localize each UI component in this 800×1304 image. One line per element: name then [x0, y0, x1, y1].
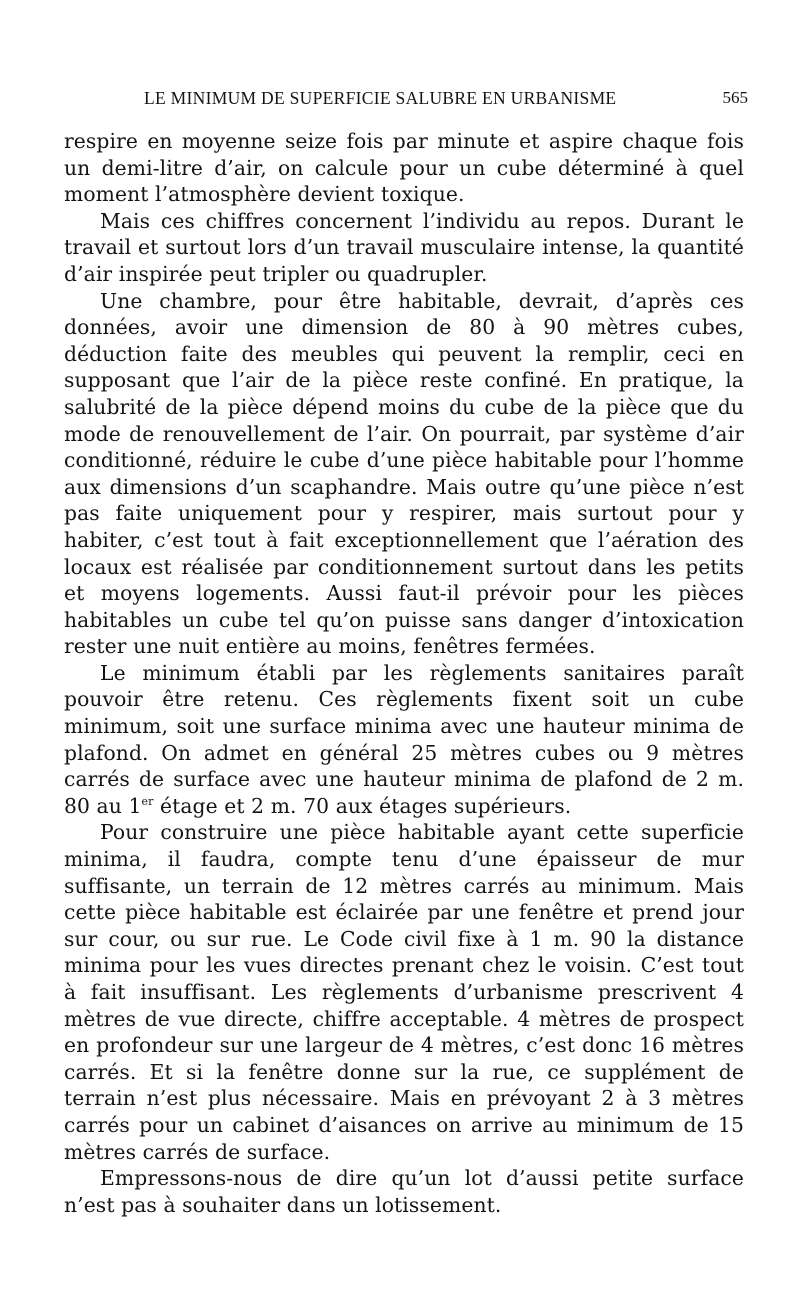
- running-header: [64, 88, 748, 118]
- paragraph-continued: respire en moyenne seize fois par minute et aspire chaque fois un demi-litre d’air, on calcule pour un cube déterminé à quel moment l’atmosphère devient toxique.: [64, 129, 744, 207]
- paragraph-room-volume: Une chambre, pour être habitable, devrait, d’après ces données, avoir une dimension de 80 à 90 mètres cubes, déduction faite des meubles qui peuvent la remplir, ceci en supposant que l’air de la pièce reste confiné. En pratique, la salubrité de la pièce dépend moins du cube de la pièce que du mode de renouvellement de l’air. On pourrait, par système d’air conditionné, réduire le cube d’une pièce habitable pour l’homme aux dimensions d’un scaphandre. Mais outre qu’une pièce n’est pas faite uniquement pour y respirer, mais surtout pour y habiter, c’est tout à fait exceptionnellement que l’aération des locaux est réalisée par conditionnement surtout dans les petits et moyens logements. Aussi faut-il prévoir pour les pièces habitables un cube tel qu’on puisse sans danger d’intoxication rester une nuit entière au moins, fenêtres fermées.: [64, 288, 744, 659]
- paragraph-text: étage et 2 m. 70 aux étages supérieurs.: [153, 793, 572, 818]
- body-text: [64, 128, 744, 1218]
- page-number: 565: [722, 88, 748, 107]
- paragraph-minimum-surface: Pour construire une pièce habitable ayant cette superficie minima, il faudra, compte tenu d’une épaisseur de mur suffisante, un terrain de 12 mètres carrés au minimum. Mais cette pièce habitable est éclairée par une fenêtre et prend jour sur cour, ou sur rue. Le Code civil fixe à 1 m. 90 la distance minima pour les vues directes prenant chez le voisin. C’est tout à fait insuffisant. Les règlements d’urbanisme prescrivent 4 mètres de vue directe, chiffre acceptable. 4 mètres de prospect en profondeur sur une largeur de 4 mètres, c’est donc 16 mètres carrés. Et si la fenêtre donne sur la rue, ce supplément de terrain n’est plus nécessaire. Mais en prévoyant 2 à 3 mètres carrés pour un cabinet d’aisances on arrive au minimum de 15 mètres carrés de surface.: [64, 820, 744, 1164]
- paragraph-air-quantity: Mais ces chiffres concernent l’individu au repos. Durant le travail et surtout lors d’un travail musculaire intense, la quantité d’air inspirée peut tripler ou quadrupler.: [64, 208, 744, 286]
- book-page: [64, 88, 748, 1218]
- paragraph-text: Le minimum établi par les règlements sanitaires paraît pouvoir être retenu. Ces règlements fixent soit un cube minimum, soit une surface minima avec une hauteur minima de plafond. On admet en général 25 mètres cubes ou 9 mètres carrés de surface avec une hauteur minima de plafond de 2 m. 80 au 1: [64, 660, 744, 818]
- paragraph-conclusion: Empressons-nous de dire qu’un lot d’aussi petite surface n’est pas à souhaiter dans un lotissement.: [64, 1166, 744, 1217]
- ordinal-superscript: er: [141, 794, 154, 808]
- running-title: LE MINIMUM DE SUPERFICIE SALUBRE EN URBANISME: [144, 88, 617, 108]
- paragraph-sanitary-rules: [64, 660, 744, 820]
